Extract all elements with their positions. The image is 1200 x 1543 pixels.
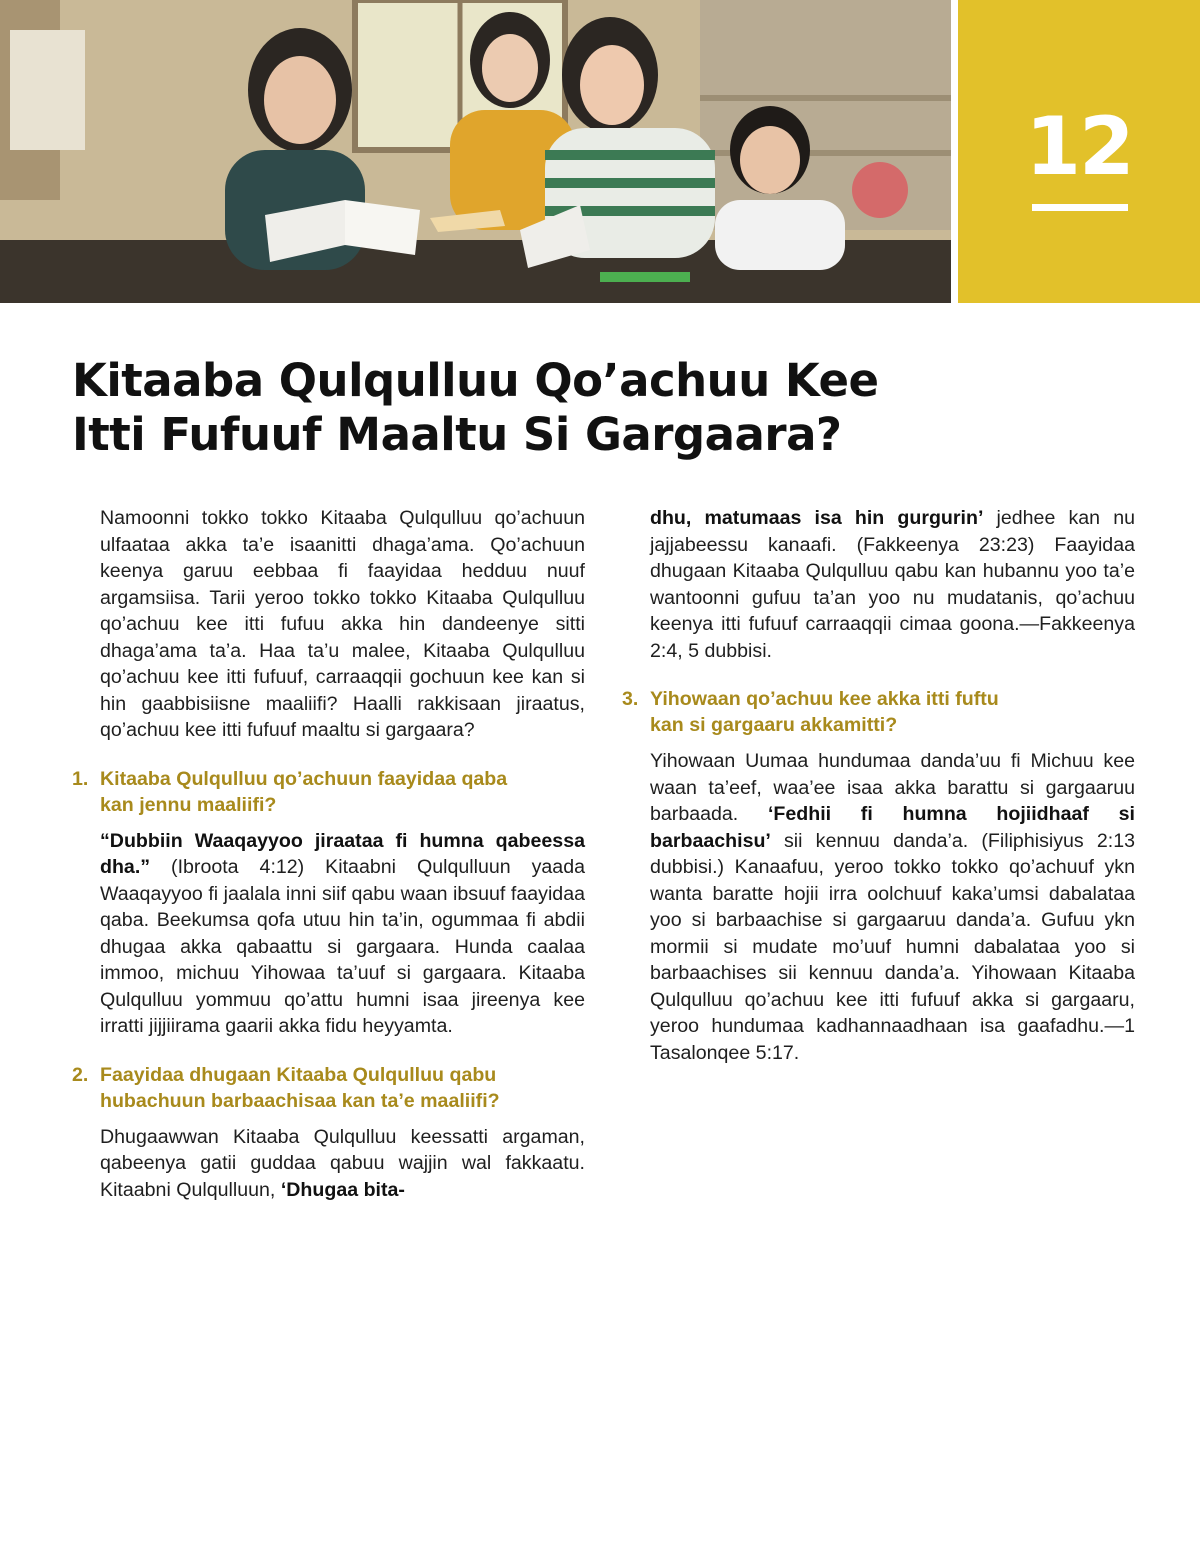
question-1 (72, 766, 585, 818)
answer-2-text: Dhugaawwan Kitaaba Qulqulluu keessatti argaman, qabeenya gatii guddaa qabuu wajjin wal fakkaatu. Kitaabni Qulqulluun, (100, 1125, 585, 1201)
left-column (72, 505, 585, 1203)
page-title (72, 354, 1072, 462)
lesson-badge (958, 0, 1200, 303)
question-3-line-2: kan si gargaaru akkamitti? (650, 714, 898, 736)
question-2-number: 2. (72, 1063, 89, 1086)
answer-1 (100, 828, 585, 1040)
answer-2-continued (650, 505, 1135, 664)
question-2-line-2: hubachuun barbaachisaa kan ta’e maaliifi? (100, 1089, 500, 1112)
answer-3 (650, 748, 1135, 1066)
question-2-line-1: Faayidaa dhugaan Kitaaba Qulqulluu qabu (100, 1063, 497, 1086)
question-3-line-1: Yihowaan qo’achuu kee akka itti fuftu (650, 688, 999, 710)
family-study-illustration (0, 0, 951, 303)
answer-2-text-after: jedhee kan nu jajjabeessu kanaafi. (Fakkeenya 23:23) Faayidaa dhugaan Kitaaba Qulqulluu qabu kan hubannu yoo ta’e wantoonni gufuu ta’an yoo nu mudatanis, qo’achuu keenya itti fufuuf carraaqqii cimaa goona.—Fakkeenya 2:4, 5 dubbisi. (650, 507, 1135, 662)
answer-3-quote: ‘Fedhii fi humna hojiidhaaf si barbaachisu’ (650, 803, 1135, 852)
lesson-number-underline (1032, 204, 1128, 211)
intro-paragraph: Namoonni tokko tokko Kitaaba Qulqulluu qo’achuun ulfaataa akka ta’e isaanitti dhaga’ama. Qo’achuun keenya garuu eebbaa fi faayidaa hedduu nuuf argamsiisa. Tarii yeroo tokko tokko Kitaaba Qulqulluu qo’achuu kee itti fufuu akka hin dandeenye sitti dhaga’ama ta’a. Haa ta’u malee, Kitaaba Qulqulluu qo’achuu kee itti fufuuf, carraaqqii gochuun kee kan si hin gaabbisiisne maaliifi? Haalli rakkisaan jiraatus, qo’achuu kee itti fufuuf maaltu si gargaara? (100, 507, 585, 741)
question-1-number: 1. (72, 767, 89, 790)
right-column (622, 505, 1135, 1066)
answer-2 (100, 1124, 585, 1204)
answer-3-text: Yihowaan Uumaa hundumaa danda’uu fi Michuu kee waan ta’eef, waa’ee isaa akka barattu si gargaaruu barbaada. (650, 750, 1135, 825)
question-1-line-2: kan jennu maaliifi? (100, 793, 277, 816)
answer-3-text-after: sii kennuu danda’a. (Filiphisiyus 2:13 dubbisi.) Kanaafuu, yeroo tokko tokko qo’achuuf ykn wanta baratte hojii irra oolchuuf kaka’umsi dabalataa yoo si barbaachise si gargaaruu danda’a. Gufuu ykn mormii si mudate mo’uuf humni dabalataa yoo si barbaachises sii kennuu danda’a. Yihowaan Kitaaba Qulqulluu qo’achuu kee itti fufuuf akka si gargaaru, yeroo hundumaa kadhannaadhaan isa gaafadhu.—1 Tasalonqee 5:17. (650, 829, 1135, 1064)
hero-photo (0, 0, 951, 303)
title-line-2: Itti Fufuuf Maaltu Si Gargaara? (72, 408, 842, 461)
question-3-number: 3. (622, 688, 639, 710)
answer-2-quote: ‘Dhugaa bita- (280, 1178, 405, 1201)
answer-2-quote-continued: dhu, matumaas isa hin gurgurin’ (650, 507, 984, 529)
answer-1-quote: “Dubbiin Waaqayyoo jiraataa fi humna qabeessa dha.” (100, 829, 585, 878)
answer-1-text: (Ibroota 4:12) Kitaabni Qulqulluun yaada Waaqayyoo fi jaalala inni siif qabu waan ibsuuf faayidaa qaba. Beekumsa qofa utuu hin ta’in, ogummaa fi abdii dhugaa akka qabaattu si gargaara. Hunda caalaa immoo, michuu Yihowaa ta’uuf si gargaara. Kitaaba Qulqulluu yommuu qo’attu humni isaa jireenya kee irratti jijjiirama gaarii akka fidu heyyamta. (100, 856, 585, 1037)
title-line-1: Kitaaba Qulqulluu Qo’achuu Kee (72, 354, 879, 407)
question-2 (72, 1062, 585, 1114)
lesson-number: 12 (1025, 100, 1133, 193)
question-1-line-1: Kitaaba Qulqulluu qo’achuun faayidaa qaba (100, 767, 508, 790)
question-3 (622, 686, 1135, 738)
